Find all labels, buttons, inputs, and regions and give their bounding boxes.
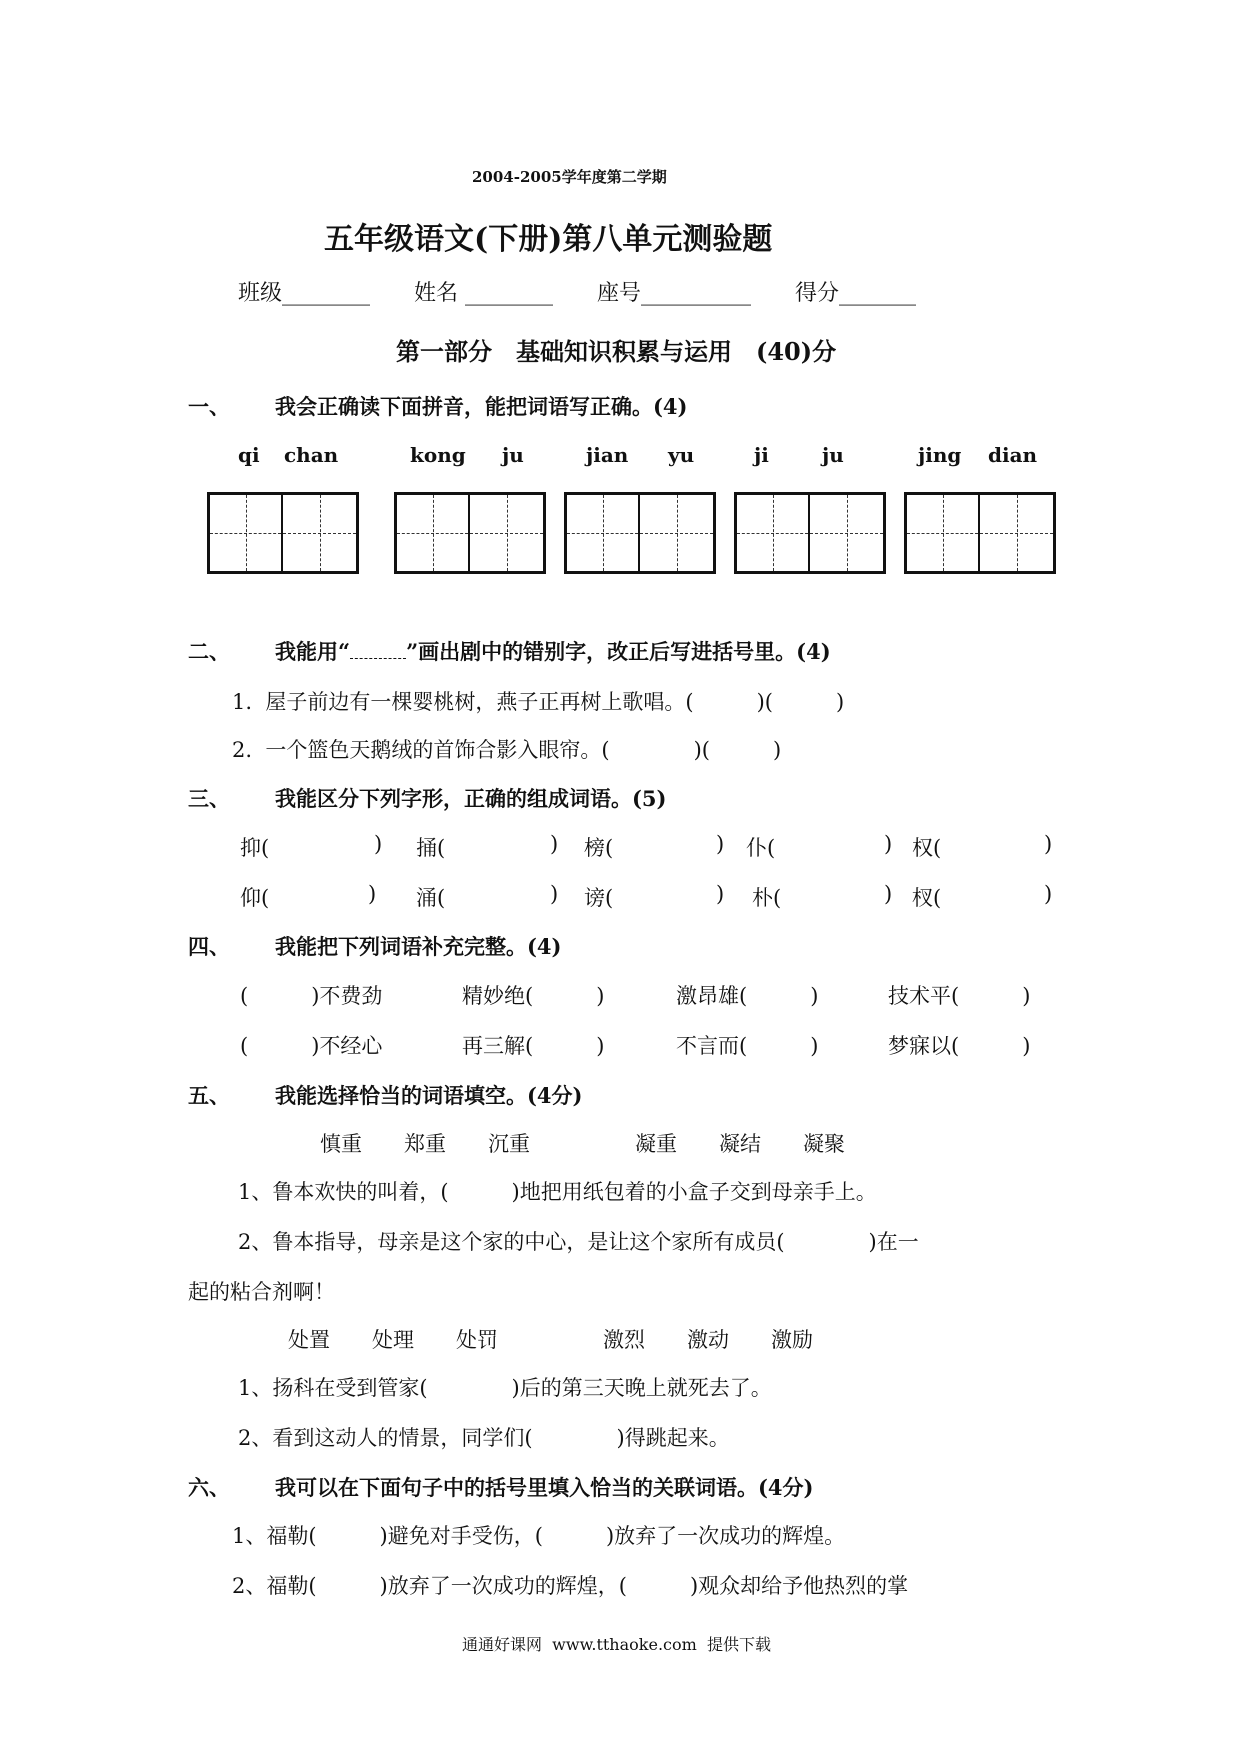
q2-text-after: ”画出剧中的错别字，改正后写进括号里。(4) [406, 639, 831, 664]
writing-grid-5[interactable] [904, 492, 1056, 574]
q3-r1-c1: 抑( [240, 836, 270, 860]
q4-r2-c1: ( )不经心 [240, 1034, 383, 1058]
q3-r1-c2-close: ) [550, 832, 559, 856]
dashed-underline-sample [350, 642, 406, 659]
writing-grid-1[interactable] [207, 492, 359, 574]
pinyin-4b: ju [822, 443, 844, 467]
q3-r2-c4-close: ) [884, 882, 893, 906]
q2-item-2: 2. 一个篮色天鹅绒的首饰合影入眼帘。( )( ) [232, 738, 782, 762]
q5-sentence-3: 1、扬科在受到管家( )后的第三天晚上就死去了。 [238, 1376, 772, 1400]
writing-cell[interactable] [567, 495, 640, 571]
writing-grid-4[interactable] [734, 492, 886, 574]
q3-r1-c2: 捅( [416, 836, 446, 860]
q3-r1-c3: 榜( [584, 836, 614, 860]
q5-number: 五、 [188, 1083, 230, 1108]
term-subtitle: 2004-2005学年度第二学期 [472, 168, 667, 186]
pinyin-3b: yu [668, 443, 695, 467]
q5-instruction: 我能选择恰当的词语填空。(4分) [275, 1083, 583, 1108]
q4-r1-c1: ( )不费劲 [240, 984, 383, 1008]
q3-r2-c2-close: ) [550, 882, 559, 906]
q5-sentence-1: 1、鲁本欢快的叫着，( )地把用纸包着的小盒子交到母亲手上。 [238, 1180, 877, 1204]
q6-sentence-2: 2、福勒( )放弃了一次成功的辉煌，( )观众却给予他热烈的掌 [232, 1574, 909, 1598]
writing-cell[interactable] [397, 495, 470, 571]
q5-word-bank-2: 处置 处理 处罚 激烈 激动 激励 [288, 1328, 813, 1352]
writing-grid-2[interactable] [394, 492, 546, 574]
pinyin-4a: ji [754, 443, 769, 467]
q6-number: 六、 [188, 1475, 230, 1500]
q4-instruction: 我能把下列词语补充完整。(4) [275, 934, 562, 959]
q4-r2-c4: 梦寐以( ) [888, 1034, 1031, 1058]
writing-cell[interactable] [470, 495, 543, 571]
q3-r1-c3-close: ) [716, 832, 725, 856]
q3-r2-c2: 涌( [416, 886, 446, 910]
q3-r1-c1-close: ) [374, 832, 383, 856]
q1-instruction: 我会正确读下面拼音，能把词语写正确。(4) [275, 394, 688, 419]
q3-r2-c3-close: ) [716, 882, 725, 906]
q4-r1-c2: 精妙绝( ) [462, 984, 605, 1008]
writing-cell[interactable] [210, 495, 283, 571]
writing-cell[interactable] [907, 495, 980, 571]
student-info-line: 班级________ 姓名 ________ 座号__________ 得分_______ [238, 281, 916, 306]
q4-number: 四、 [188, 934, 230, 959]
q1-number: 一、 [188, 394, 230, 419]
q4-r1-c3: 激昂雄( ) [676, 984, 819, 1008]
part1-title: 第一部分 基础知识积累与运用 (40)分 [396, 337, 837, 366]
writing-cell[interactable] [980, 495, 1053, 571]
q3-r1-c5-close: ) [1044, 832, 1053, 856]
q3-number: 三、 [188, 786, 230, 811]
q2-instruction [275, 636, 831, 666]
q2-item-1: 1. 屋子前边有一棵婴桃树，燕子正再树上歌唱。( )( ) [232, 690, 845, 714]
q3-r2-c1-close: ) [368, 882, 377, 906]
pinyin-1b: chan [284, 443, 339, 467]
pinyin-1a: qi [238, 443, 260, 467]
q5-word-bank-1: 慎重 郑重 沉重 凝重 凝结 凝聚 [320, 1132, 845, 1156]
q3-r2-c5-close: ) [1044, 882, 1053, 906]
writing-cell[interactable] [737, 495, 810, 571]
writing-cell[interactable] [283, 495, 356, 571]
q3-r2-c1: 仰( [240, 886, 270, 910]
writing-cell[interactable] [810, 495, 883, 571]
pinyin-2a: kong [410, 443, 466, 467]
q5-sentence-2b: 起的粘合剂啊！ [188, 1280, 335, 1304]
q3-r2-c4: 朴( [752, 886, 782, 910]
q3-instruction: 我能区分下列字形，正确的组成词语。(5) [275, 786, 667, 811]
pinyin-5b: dian [988, 443, 1038, 467]
q4-r2-c2: 再三解( ) [462, 1034, 605, 1058]
q2-text-before: 我能用“ [275, 639, 351, 664]
q3-r1-c5: 权( [912, 836, 942, 860]
q4-r2-c3: 不言而( ) [676, 1034, 819, 1058]
pinyin-3a: jian [586, 443, 629, 467]
q5-sentence-2a: 2、鲁本指导，母亲是这个家的中心，是让这个家所有成员( )在一 [238, 1230, 919, 1254]
pinyin-5a: jing [918, 443, 962, 467]
writing-grid-3[interactable] [564, 492, 716, 574]
q6-sentence-1: 1、福勒( )避免对手受伤，( )放弃了一次成功的辉煌。 [232, 1524, 846, 1548]
q3-r2-c3: 谤( [584, 886, 614, 910]
q5-sentence-4: 2、看到这动人的情景，同学们( )得跳起来。 [238, 1426, 730, 1450]
q6-instruction: 我可以在下面句子中的括号里填入恰当的关联词语。(4分) [275, 1475, 814, 1500]
q3-r1-c4-close: ) [884, 832, 893, 856]
q3-r1-c4: 仆( [746, 836, 776, 860]
q2-number: 二、 [188, 639, 230, 664]
q4-r1-c4: 技术平( ) [888, 984, 1031, 1008]
footer-credit: 通通好课网 www.tthaoke.com 提供下载 [462, 1635, 771, 1654]
page-title: 五年级语文(下册)第八单元测验题 [324, 222, 773, 257]
q3-r2-c5: 杈( [912, 886, 942, 910]
writing-cell[interactable] [640, 495, 713, 571]
pinyin-2b: ju [502, 443, 524, 467]
